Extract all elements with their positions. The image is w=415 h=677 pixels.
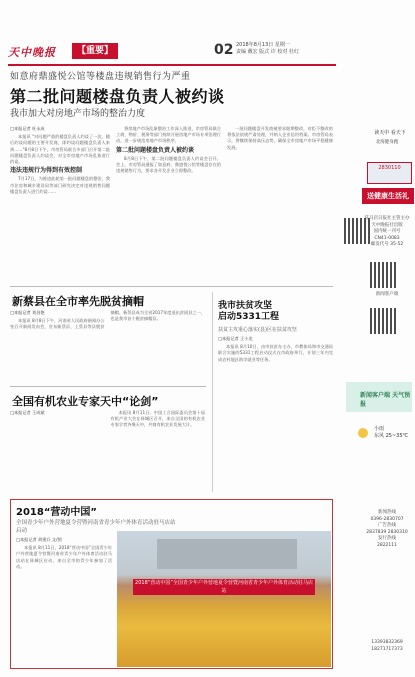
feature-photo	[117, 531, 331, 667]
poverty-article	[218, 336, 333, 491]
main-minihead: 违法违规行为得到有效控制	[10, 167, 83, 175]
info-line: 驻马店日报社主管主办	[364, 216, 410, 221]
sidebar-info	[362, 216, 412, 249]
weather-readout	[374, 426, 408, 440]
qr-code-icon	[370, 308, 396, 334]
info-line: CN41-0083	[374, 235, 400, 241]
feature-subhead-1: 全国青少年户外营地夏令营暨河南省青少年户外体育活动驻马店站	[16, 520, 176, 526]
photo-banner: 2018“营动中国”全国青少年户外营地夏令营暨河南省青少年户外体育活动驻马店站	[133, 579, 315, 595]
contact-line: 13393832369	[371, 640, 403, 645]
ngo-headline: 新蔡县在全市率先脱贫摘帽	[12, 295, 144, 308]
main-text-1: 本报讯 "对问题严重的楼盘负责人约谈了一次，随后约谈问题的主要开发商，即约谈问题楼盘负责人来到……"8月8日下午，市房管局联合多部门召开第二批问题楼盘负责人约谈会，对全市房地产市场乱象进行约谈。	[10, 134, 110, 165]
contact-line: 18271717373	[371, 646, 403, 652]
sidebar-run: 北海健身跑	[375, 140, 399, 145]
weather-panel	[346, 382, 412, 412]
info-line: 邮发代号 35-52	[370, 242, 404, 247]
ad-box	[367, 162, 412, 184]
column-divider	[212, 292, 213, 492]
main-article-col2	[116, 126, 221, 266]
feature-byline: □本报记者 胡建兵 文/图	[16, 537, 62, 542]
agri-article	[10, 410, 205, 490]
masthead	[8, 40, 333, 64]
info-line: 天中晚报社出版	[371, 222, 403, 228]
agri-byline: □本报记者 王成斌	[10, 410, 45, 415]
kicker: 如意府鼎盛悦公馆等楼盘违规销售行为严重	[10, 72, 191, 82]
section-badge: 【重要】	[72, 43, 118, 59]
ad-hotline-number: 2837839 2830310	[366, 529, 408, 535]
app-label: 新闻客户端	[375, 292, 399, 297]
col2-text: 将房地产市场乱象整治工作深入推进，市房管局联合工商、物价、税务等部门持续开展房地产市场专项治理行动，进一步规范房地产市场秩序。	[116, 126, 221, 144]
feature-subhead-2: 启动	[16, 528, 28, 534]
col2-text-b: 8月8日下午，第二批问题楼盘负责人约谈会召开。会上，市房管局通报了如意府、鼎盛悦公馆等楼盘存在的违规销售行为，要求各开发企业立即整改。	[116, 155, 221, 174]
feature-headline: 2018“营动中国”	[16, 507, 97, 518]
page-headline: 第二批问题楼盘负责人被约谈	[10, 87, 225, 106]
weather-title: 新闻客户端 天气预报	[360, 392, 411, 408]
poverty-subhead: 扶贫主攻重心落实(县)区在扶贫攻坚	[218, 327, 297, 333]
ngo-byline: □本报记者 刘昌艳	[10, 310, 45, 315]
hotlines	[362, 510, 412, 549]
feature-text: 本报讯 8月11日，2018“营动中国”全国青少年户外营地夏令营暨河南省青少年户外体育活动驻马店站在驿城区启动。来自全市的青少年参加了活动。	[16, 545, 112, 569]
ngo-article	[10, 310, 205, 382]
agri-text: 本报讯 8月11日，中国工合国际委员会第十届有机产业大会在驿城区召开，来自全国的有机农业专家学者齐聚天中，共商有机农业发展大计。	[110, 410, 205, 428]
main-article-col1	[10, 126, 110, 266]
newspaper-logo: 天中晚报	[8, 46, 56, 59]
page-number: 02	[214, 42, 234, 58]
date-line: 2018年8月13日 星期一	[236, 42, 290, 48]
weather-temp: 东风 25~35℃	[374, 433, 409, 439]
sidebar	[340, 40, 412, 673]
sub-label: 发行热线	[378, 536, 396, 541]
main-article-col3	[227, 126, 333, 266]
promo-banner: 送健康生活礼	[362, 188, 414, 204]
feature-article	[16, 537, 112, 665]
poverty-headline: 我市扶贫攻坚 启动5331工程	[218, 301, 280, 322]
qr-code-icon	[370, 262, 396, 288]
sub-number: 2822111	[376, 542, 398, 548]
editor-line: 责编 戴宏 版式 许 校对 杜红	[236, 49, 299, 55]
poverty-text: 本报讯 8月10日，由市扶贫办主办、市教体局和市交通局联合实施的5331工程启动仪式在市政府举行，计划三年内完成农村地区助学就业等任务。	[218, 344, 333, 362]
agri-headline: 全国有机农业专家天中“论剑”	[12, 395, 159, 408]
contacts	[362, 640, 412, 653]
building-shape	[157, 539, 297, 569]
masthead-rule	[8, 64, 336, 66]
hotline-label: 新闻热线	[378, 510, 396, 515]
divider	[10, 286, 333, 287]
ad-number: 2830110	[378, 165, 401, 171]
col2-minihead: 第二批问题楼盘负责人被约谈	[116, 146, 195, 154]
main-text-2: 7月17日，为推进此轮第一批问题楼盘的整治，我市住房和城乡建设局等部门研究决定对违规销售问题楼盘负责人进行约谈……	[10, 176, 110, 194]
poverty-byline: □本报记者 王小龙	[218, 336, 253, 341]
col3-text: 一批问题楼盘开发商被要求限期整改，对拒不整改的将依法依规严肃处理，并纳入企业信用档案。市房管局表示，将继续保持高压态势，确保全市房地产市场平稳健康发展。	[227, 126, 333, 150]
sidebar-slogan: 读天中 看天下	[374, 130, 406, 136]
main-byline: □本报记者 杜永成	[10, 126, 45, 131]
hotline-number: 0396-2830707	[370, 516, 404, 522]
subheadline: 我市加大对房地产市场的整治力度	[10, 109, 146, 119]
sun-icon	[358, 428, 368, 438]
weather-cond: 小雨	[374, 426, 385, 432]
ad-hotline-label: 广告热线	[378, 523, 396, 528]
ngo-text: 本报讯 8月8日下午，河南省人民政府新闻办公室召开新闻发布会，宣布新蔡县、上蔡县等县脱贫摘帽。新蔡县成为全省2017年度退出贫困县之一，也是我市首个脱贫摘帽县。	[10, 310, 205, 330]
info-line: 国内统一刊号	[373, 229, 401, 234]
date-info	[236, 42, 336, 56]
divider	[10, 386, 206, 387]
